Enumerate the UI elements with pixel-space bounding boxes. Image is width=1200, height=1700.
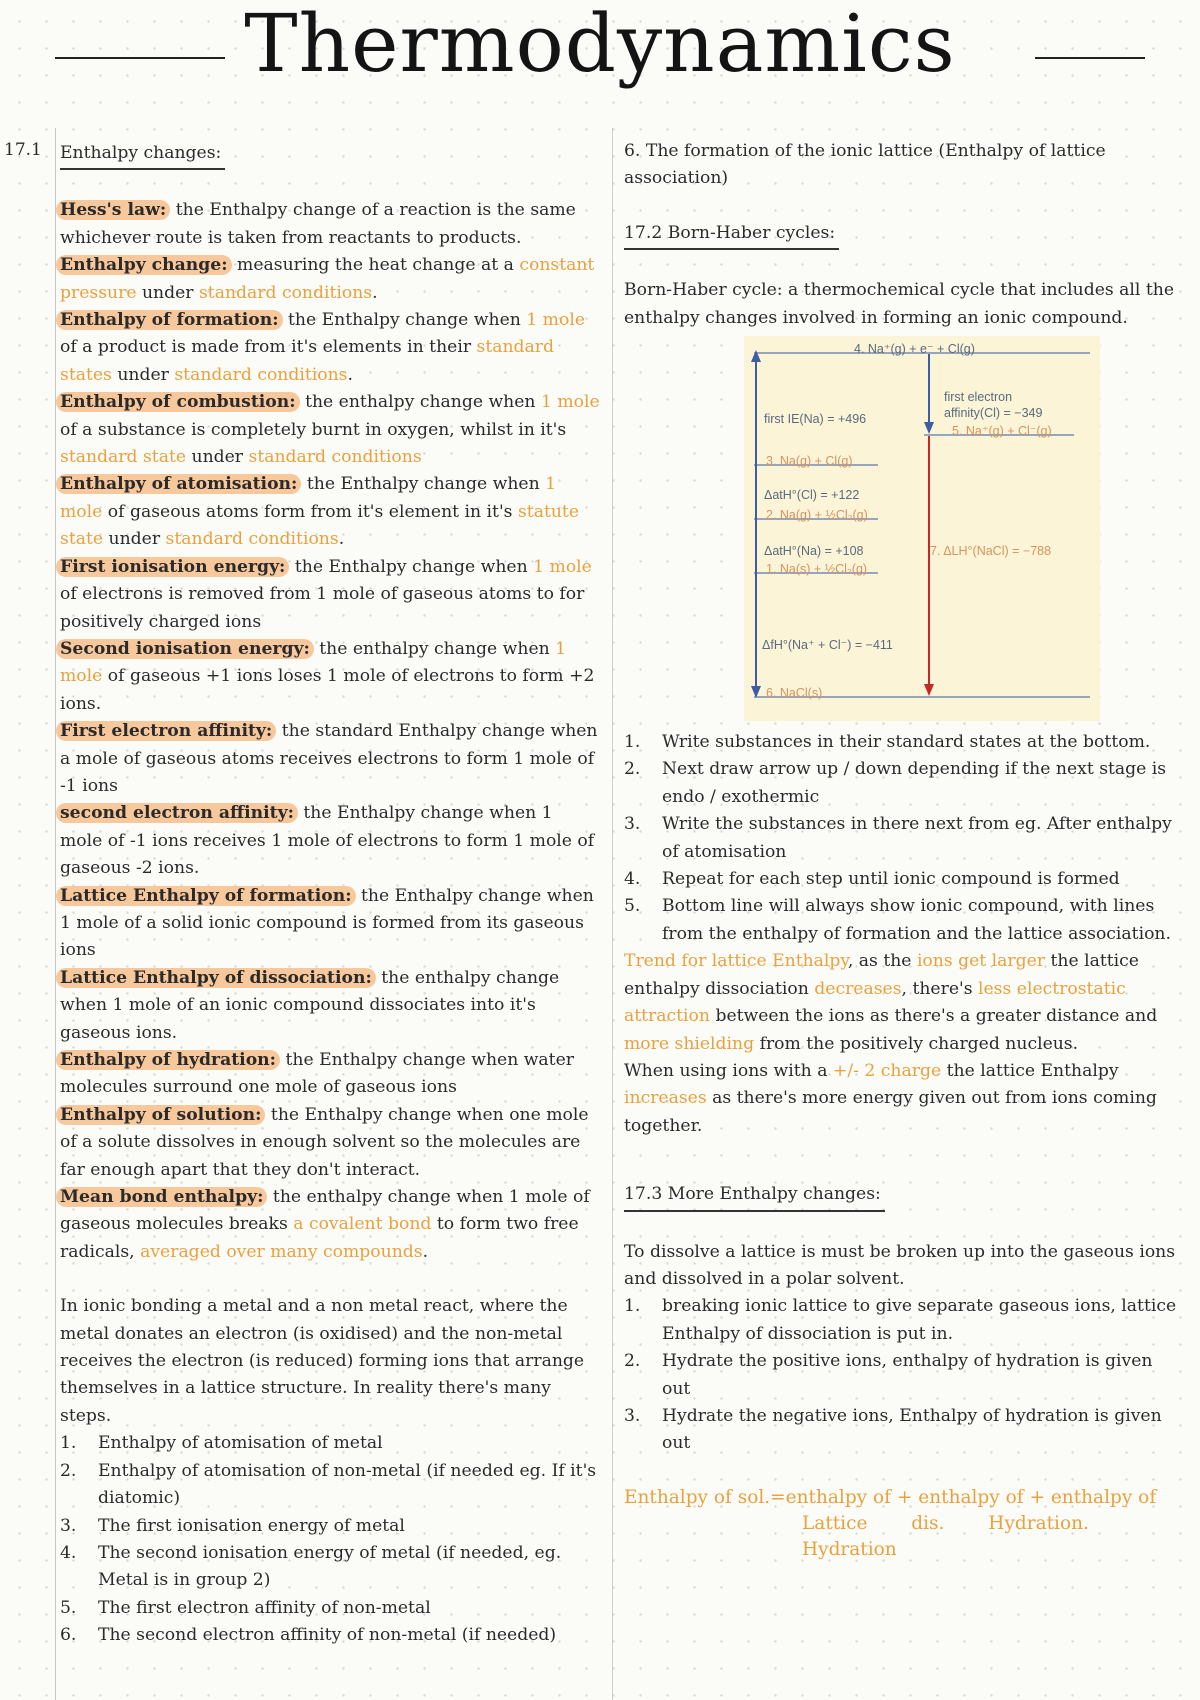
list-number: 1.	[624, 732, 641, 753]
text-run: When using ions with a	[624, 1060, 833, 1081]
lattice-arrowhead	[924, 684, 934, 696]
title-rule-left	[55, 57, 225, 59]
key-phrase: more shielding	[624, 1033, 755, 1054]
text-run: .	[372, 282, 378, 303]
definition	[60, 554, 600, 636]
text-run: between the ions as there's a greater distance and	[709, 1006, 1158, 1027]
formation-enthalpy-label: ΔfH°(Na⁺ + Cl⁻) = −411	[762, 638, 893, 653]
list-number: 2.	[624, 1351, 641, 1372]
definition	[60, 965, 600, 1047]
level-4-label: 4. Na⁺(g) + e⁻ + Cl(g)	[854, 342, 975, 357]
text-run: the Enthalpy change of a reaction is the same whichever route is taken from reactants to products.	[60, 200, 576, 248]
text-run: the Enthalpy change when one mole of a solute dissolves in enough solvent so the molecules are far enough apart that they don't interact.	[60, 1104, 589, 1180]
list-text: Write substances in their standard states at the bottom.	[662, 732, 1151, 753]
ionic-steps-list	[60, 1430, 600, 1649]
text-run: to form two free radicals,	[60, 1214, 579, 1262]
list-text: Repeat for each step until ionic compound is formed	[662, 869, 1120, 890]
text-run: , as the	[847, 951, 917, 972]
key-phrase: standard states	[60, 337, 555, 385]
atomisation-cl-label: ΔatH°(Cl) = +122	[764, 488, 860, 503]
list-item	[624, 729, 1184, 756]
list-number: 6.	[60, 1625, 77, 1646]
list-item	[60, 1622, 600, 1649]
list-text: Next draw arrow up / down depending if the next stage is endo / exothermic	[662, 759, 1167, 807]
definition	[60, 471, 600, 553]
level-2-label: 2. Na(g) + ½Cl₂(g)	[766, 508, 868, 523]
list-text: Bottom line will always show ionic compound, with lines from the enthalpy of formation and the lattice association.	[662, 896, 1171, 944]
list-number: 1.	[60, 1433, 77, 1454]
born-haber-steps-list	[624, 729, 1184, 948]
list-number: 3.	[624, 814, 641, 835]
definition-term: First electron affinity:	[56, 721, 276, 741]
definition	[60, 636, 600, 718]
charge-paragraph	[624, 1058, 1184, 1140]
text-run: under	[103, 529, 166, 550]
key-phrase: constant pressure	[60, 255, 595, 303]
list-item	[60, 1430, 600, 1457]
key-phrase: statute state	[60, 501, 579, 550]
born-haber-definition: Born-Haber cycle: a thermochemical cycle that includes all the enthalpy changes involved in forming an ionic compound.	[624, 280, 1175, 328]
definition	[60, 1102, 600, 1184]
margin-line	[55, 128, 56, 1700]
list-text: Enthalpy of atomisation of metal	[98, 1433, 383, 1454]
text-run: the Enthalpy change when water molecules surround one mole of gaseous ions	[60, 1050, 574, 1098]
text-run: the enthalpy change when	[299, 392, 541, 413]
definition-term: Lattice Enthalpy of formation:	[56, 886, 356, 906]
list-item	[624, 866, 1184, 893]
text-run: of electrons is removed from 1 mole of gaseous atoms to for positively charged ions	[60, 584, 585, 632]
list-item	[60, 1540, 600, 1595]
list-text: The second ionisation energy of metal (if needed, eg. Metal is in group 2)	[98, 1542, 562, 1591]
list-item	[624, 1293, 1184, 1348]
list-text: The second electron affinity of non-metal (if needed)	[98, 1625, 557, 1646]
ea-arrowhead	[924, 422, 934, 434]
definition	[60, 800, 600, 882]
key-phrase: standard conditions	[165, 529, 339, 550]
list-text: Hydrate the positive ions, enthalpy of hydration is given out	[662, 1351, 1153, 1399]
key-phrase: standard conditions	[198, 282, 373, 303]
list-item	[624, 811, 1184, 866]
list-text: Hydrate the negative ions, Enthalpy of hydration is given out	[662, 1405, 1162, 1454]
text-run: as there's more energy given out from ions coming together.	[624, 1088, 1157, 1136]
list-number: 4.	[624, 869, 641, 890]
text-run: of a substance is completely burnt in oxygen, whilst in it's	[60, 419, 567, 440]
key-phrase: standard state	[60, 447, 187, 468]
page-title: Thermodynamics	[244, 0, 956, 90]
definition	[60, 389, 600, 471]
definition-term: Hess's law:	[56, 200, 170, 220]
definition-term: Enthalpy of hydration:	[56, 1050, 280, 1070]
definition-term: Enthalpy of atomisation:	[56, 474, 301, 494]
text-run: , there's	[901, 978, 979, 999]
dissolve-steps-list	[624, 1293, 1184, 1457]
key-phrase: +/- 2 charge	[832, 1060, 942, 1081]
definition-term: Enthalpy change:	[56, 255, 232, 275]
born-haber-diagram	[744, 336, 1100, 721]
definition-term: Second ionisation energy:	[56, 639, 314, 659]
list-text: Enthalpy of atomisation of non-metal (if needed eg. If it's diatomic)	[98, 1460, 597, 1509]
list-text: The first ionisation energy of metal	[98, 1515, 405, 1536]
definition-term: Enthalpy of combustion:	[56, 392, 300, 412]
list-number: 5.	[624, 896, 641, 917]
text-run: the lattice enthalpy dissociation	[624, 951, 1139, 999]
definition-term: First ionisation energy:	[56, 557, 289, 577]
definitions-list	[60, 197, 600, 1266]
enthalpy-changes-heading: Enthalpy changes:	[60, 140, 225, 170]
definition-term: Lattice Enthalpy of dissociation:	[56, 968, 376, 988]
definition-term: Enthalpy of formation:	[56, 310, 283, 330]
section-number: 17.1	[4, 140, 42, 160]
list-number: 5.	[60, 1597, 77, 1618]
formation-arrowhead	[751, 686, 761, 698]
solution-formula	[624, 1485, 1184, 1563]
key-phrase: 1 mole	[540, 392, 600, 413]
key-phrase: decreases	[814, 978, 902, 999]
ionic-bonding-intro: In ionic bonding a metal and a non metal react, where the metal donates an electron (is oxidised) and the non-metal receives the electron (is reduced) forming ions that arrange themselves in a lattice structure. In reality there's many steps.	[60, 1296, 585, 1426]
definition-term: Mean bond enthalpy:	[56, 1187, 267, 1207]
key-phrase: increases	[624, 1088, 707, 1109]
key-phrase: averaged over many compounds	[140, 1241, 423, 1262]
title-rule-right	[1035, 57, 1145, 59]
left-column	[60, 140, 600, 1650]
level-3-label: 3. Na(g) + Cl(g)	[766, 454, 853, 469]
definition	[60, 197, 600, 252]
list-item	[624, 756, 1184, 811]
more-enthalpy-heading: 17.3 More Enthalpy changes:	[624, 1181, 885, 1211]
formula-line-1: Enthalpy of sol.=enthalpy of + enthalpy of + enthalpy of	[624, 1486, 1157, 1508]
text-run: the Enthalpy change when 1 mole of -1 ions receives 1 mole of electrons to form 1 mole of gaseous -2 ions.	[60, 803, 595, 879]
list-item	[60, 1458, 600, 1513]
formula-line-2: Lattice dis. Hydration. Hydration	[802, 1512, 1089, 1560]
list-text: breaking ionic lattice to give separate gaseous ions, lattice Enthalpy of dissociation is put in.	[662, 1296, 1177, 1344]
definition	[60, 883, 600, 965]
definition-term: second electron affinity:	[56, 803, 298, 823]
list-text: Write the substances in there next from eg. After enthalpy of atomisation	[662, 814, 1172, 862]
key-phrase: 1 mole	[60, 638, 567, 687]
text-run: the Enthalpy change when	[301, 474, 546, 495]
level-1-label: 1. Na(s) + ½Cl₂(g)	[766, 562, 868, 577]
text-run: the Enthalpy change when	[289, 556, 534, 577]
definition	[60, 307, 600, 389]
list-number: 3.	[624, 1405, 641, 1426]
definition	[60, 718, 600, 800]
list-number: 4.	[60, 1542, 77, 1563]
lattice-enthalpy-label: 7. ΔLH°(NaCl) = −788	[930, 544, 1052, 559]
atomisation-na-label: ΔatH°(Na) = +108	[764, 544, 864, 559]
dissolve-intro: To dissolve a lattice is must be broken up into the gaseous ions and dissolved in a polar solvent.	[624, 1241, 1176, 1289]
text-run: under	[111, 364, 175, 385]
key-phrase: standard conditions	[174, 364, 348, 385]
list-number: 2.	[624, 759, 641, 780]
key-phrase: less electrostatic attraction	[624, 978, 1126, 1027]
text-run: the enthalpy change when 1 mole of an ionic compound dissociates into it's gaseous ions.	[60, 967, 560, 1043]
list-item	[624, 1348, 1184, 1403]
cycle-arrows	[744, 336, 1100, 721]
list-item	[624, 1403, 1184, 1458]
text-run: the enthalpy change when 1 mole of gaseous molecules breaks	[60, 1187, 590, 1235]
list-number: 1.	[624, 1296, 641, 1317]
text-run: from the positively charged nucleus.	[754, 1033, 1079, 1054]
list-item	[60, 1513, 600, 1540]
list-number: 2.	[60, 1460, 77, 1481]
key-phrase: 1 mole	[60, 474, 557, 522]
text-run: measuring the heat change at a	[231, 255, 520, 276]
key-phrase: Trend for lattice Enthalpy	[624, 951, 848, 972]
level-5-label: 5. Na⁺(g) + Cl⁻(g)	[952, 424, 1052, 439]
key-phrase: ions get larger	[916, 951, 1046, 972]
text-run: the Enthalpy change when 1 mole of a solid ionic compound is formed from its gaseous ions	[60, 885, 594, 961]
list-item	[60, 1595, 600, 1622]
text-run: the lattice Enthalpy	[941, 1060, 1119, 1081]
ea-label-1: first electron	[944, 390, 1013, 405]
ea-label-2: affinity(Cl) = −349	[944, 406, 1043, 421]
definition	[60, 1047, 600, 1102]
ie-arrowhead	[751, 350, 761, 362]
key-phrase: 1 mole	[526, 310, 585, 331]
text-run: the standard Enthalpy change when a mole of gaseous atoms receives electrons to form 1 mole of -1 ions	[60, 721, 598, 796]
column-divider	[612, 128, 613, 1700]
text-run: the enthalpy change when	[313, 638, 556, 659]
definition	[60, 252, 600, 307]
list-item	[624, 893, 1184, 948]
definition	[60, 1184, 600, 1266]
text-run: of gaseous atoms form from it's element in it's	[102, 501, 518, 522]
born-haber-heading: 17.2 Born-Haber cycles:	[624, 220, 839, 250]
text-run: the Enthalpy change when	[282, 310, 527, 331]
text-run: of gaseous +1 ions loses 1 mole of electrons to form +2 ions.	[60, 666, 595, 714]
text-run: .	[422, 1241, 429, 1262]
key-phrase: a covalent bond	[293, 1214, 432, 1235]
step-6-continuation: 6. The formation of the ionic lattice (Enthalpy of lattice association)	[624, 141, 1106, 189]
key-phrase: standard conditions	[248, 447, 422, 468]
ie-label: first IE(Na) = +496	[764, 412, 867, 427]
text-run: .	[338, 529, 345, 550]
text-run: .	[347, 364, 353, 385]
level-6-label: 6. NaCl(s)	[766, 686, 823, 701]
key-phrase: 1 mole	[533, 556, 592, 577]
text-run: under	[186, 447, 249, 468]
list-number: 3.	[60, 1515, 77, 1536]
right-column	[624, 138, 1184, 1563]
text-run: of a product is made from it's elements in their	[60, 337, 477, 358]
definition-term: Enthalpy of solution:	[56, 1105, 265, 1125]
text-run: under	[136, 282, 199, 303]
list-text: The first electron affinity of non-metal	[98, 1597, 431, 1618]
lattice-trend-paragraph	[624, 948, 1184, 1058]
